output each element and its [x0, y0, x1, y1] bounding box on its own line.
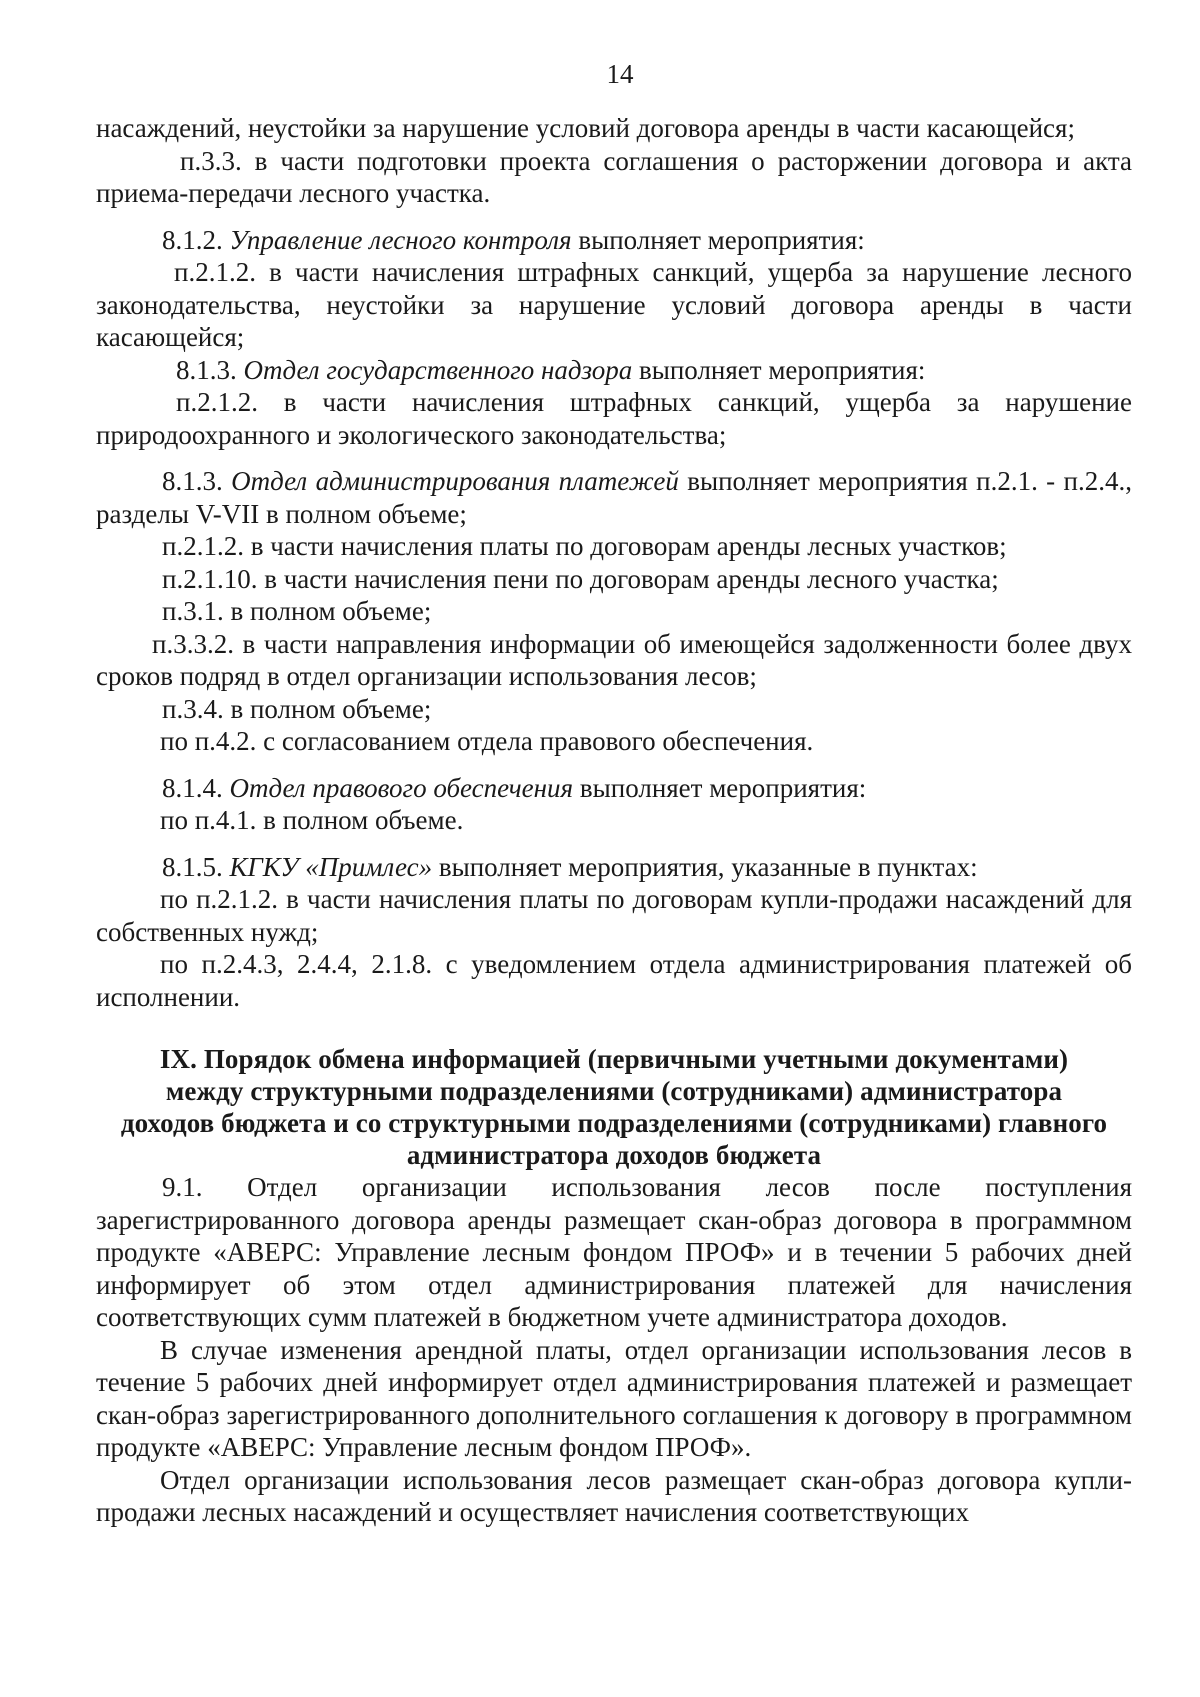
subsection-heading: 8.1.3. Отдел администрирования платежей выполняет мероприятия п.2.1. - п.2.4., разделы V-VII в полном объеме; [96, 466, 1132, 529]
paragraph: п.3.4. в полном объеме; [162, 693, 432, 724]
paragraph: п.2.1.2. в части начисления платы по договорам аренды лесных участков; [162, 531, 1007, 561]
subsection-heading: 8.1.2. Управление лесного контроля выполняет мероприятия: [162, 224, 865, 255]
paragraph: п.2.1.2. в части начисления штрафных санкций, ущерба за нарушение природоохранного и экологического законодательства; [96, 387, 1132, 450]
paragraph: п.3.3. в части подготовки проекта соглашения о расторжении договора и акта приема-передачи лесного участка. [96, 145, 1132, 208]
subsection-heading: 8.1.5. КГКУ «Примлес» выполняет мероприятия, указанные в пунктах: [162, 851, 978, 882]
document-body [96, 112, 1132, 1529]
subsection-heading: 8.1.4. Отдел правового обеспечения выполняет мероприятия: [162, 772, 867, 803]
section-heading: IX. Порядок обмена информацией (первичными учетными документами) между структурными подразделениями (сотрудниками) администратора доходов бюджета и со структурными подразделениями (сотрудниками) главного администратора доходов бюджета [120, 1044, 1108, 1170]
paragraph: Отдел организации использования лесов размещает скан-образ договора купли-продажи лесных насаждений и осуществляет начисления соответствующих [96, 1464, 1132, 1527]
paragraph: п.2.1.10. в части начисления пени по договорам аренды лесного участка; [162, 563, 999, 594]
paragraph: по п.4.1. в полном объеме. [160, 805, 464, 835]
paragraph: по п.4.2. с согласованием отдела правового обеспечения. [160, 726, 814, 756]
paragraph: по п.2.4.3, 2.4.4, 2.1.8. с уведомлением отдела администрирования платежей об исполнении. [96, 949, 1132, 1012]
paragraph: насаждений, неустойки за нарушение условий договора аренды в части касающейся; [96, 113, 1075, 143]
paragraph: п.3.3.2. в части направления информации об имеющейся задолженности более двух сроков подряд в отдел организации использования лесов; [96, 628, 1132, 691]
page-number: 14 [606, 59, 634, 89]
paragraph: п.3.1. в полном объеме; [162, 596, 432, 626]
paragraph: по п.2.1.2. в части начисления платы по договорам купли-продажи насаждений для собственных нужд; [96, 884, 1132, 947]
subsection-heading: 8.1.3. Отдел государственного надзора выполняет мероприятия: [176, 354, 926, 385]
paragraph: В случае изменения арендной платы, отдел организации использования лесов в течение 5 рабочих дней информирует отдел администрирования платежей и размещает скан-образ зарегистрированного дополнительного соглашения к договору в программном продукте «АВЕРС: Управление лесным фондом ПРОФ». [96, 1334, 1132, 1462]
paragraph: п.2.1.2. в части начисления штрафных санкций, ущерба за нарушение лесного законодательства, неустойки за нарушение условий договора аренды в части касающейся; [96, 257, 1132, 352]
paragraph: 9.1. Отдел организации использования лесов после поступления зарегистрированного договора аренды размещает скан-образ договора в программном продукте «АВЕРС: Управление лесным фондом ПРОФ» и в течении 5 рабочих дней информирует об этом отдел администрирования платежей для начисления соответствующих сумм платежей в бюджетном учете администратора доходов. [96, 1172, 1132, 1332]
